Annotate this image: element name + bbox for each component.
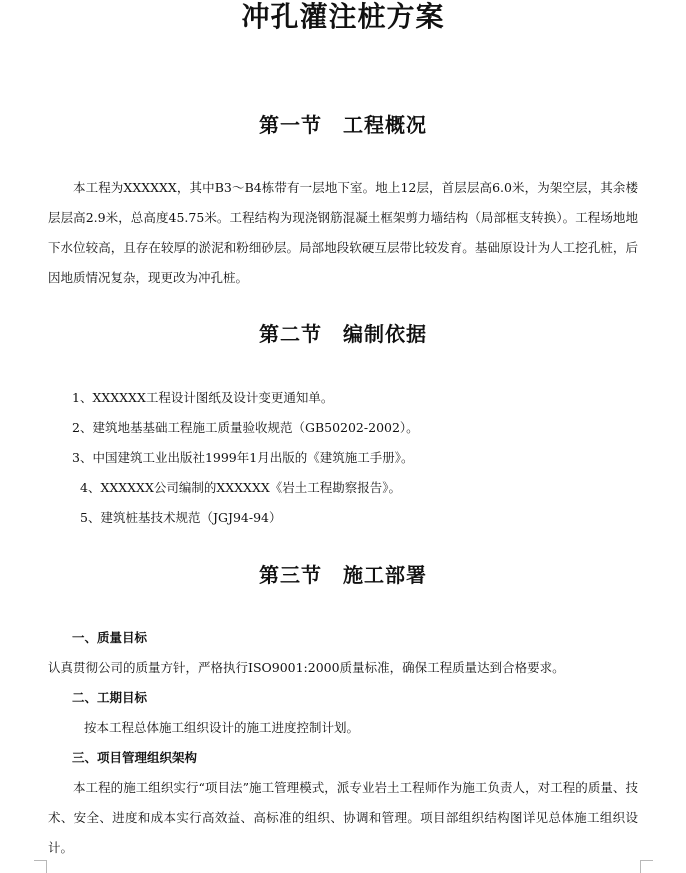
organization-heading: 三、项目管理组织架构 xyxy=(72,750,198,765)
section-heading-overview: 第一节 工程概况 xyxy=(259,113,427,137)
quality-goal-text: 认真贯彻公司的质量方针，严格执行ISO9001:2000质量标准，确保工程质量达到合格要求。 xyxy=(48,660,565,675)
schedule-goal-text: 按本工程总体施工组织设计的施工进度控制计划。 xyxy=(84,720,360,735)
section-heading-basis: 第二节 编制依据 xyxy=(259,322,427,346)
margin-corner-mark xyxy=(34,860,47,873)
basis-item-1: 1、XXXXXX工程设计图纸及设计变更通知单。 xyxy=(72,390,334,405)
quality-goal-heading: 一、质量目标 xyxy=(72,630,148,645)
basis-item-2: 2、建筑地基基础工程施工质量验收规范（GB50202-2002）。 xyxy=(72,420,419,435)
basis-item-4: 4、XXXXXX公司编制的XXXXXX《岩土工程勘察报告》。 xyxy=(80,480,401,495)
basis-item-5: 5、建筑桩基技术规范（JGJ94-94） xyxy=(80,510,282,525)
overview-paragraph: 本工程为XXXXXX，其中B3～B4栋带有一层地下室。地上12层，首层层高6.0米，为架空层，其余楼层层高2.9米，总高度45.75米。工程结构为现浇钢筋混凝土框架剪力墙结构（局部框支转换）。工程场地地下水位较高，且存在较厚的淤泥和粉细砂层。局部地段软硬互层带比较发育。基础原设计为人工挖孔桩，后因地质情况复杂，现更改为冲孔桩。 xyxy=(48,180,638,285)
margin-corner-mark xyxy=(640,860,653,873)
basis-item-3: 3、中国建筑工业出版社1999年1月出版的《建筑施工手册》。 xyxy=(72,450,414,465)
organization-paragraph: 本工程的施工组织实行“项目法”施工管理模式，派专业岩土工程师作为施工负责人，对工程的质量、技术、安全、进度和成本实行高效益、高标准的组织、协调和管理。项目部组织结构图详见总体施工组织设计。 xyxy=(48,780,638,855)
document-title: 冲孔灌注桩方案 xyxy=(241,0,445,33)
schedule-goal-heading: 二、工期目标 xyxy=(72,690,148,705)
section-heading-deployment: 第三节 施工部署 xyxy=(259,563,427,587)
